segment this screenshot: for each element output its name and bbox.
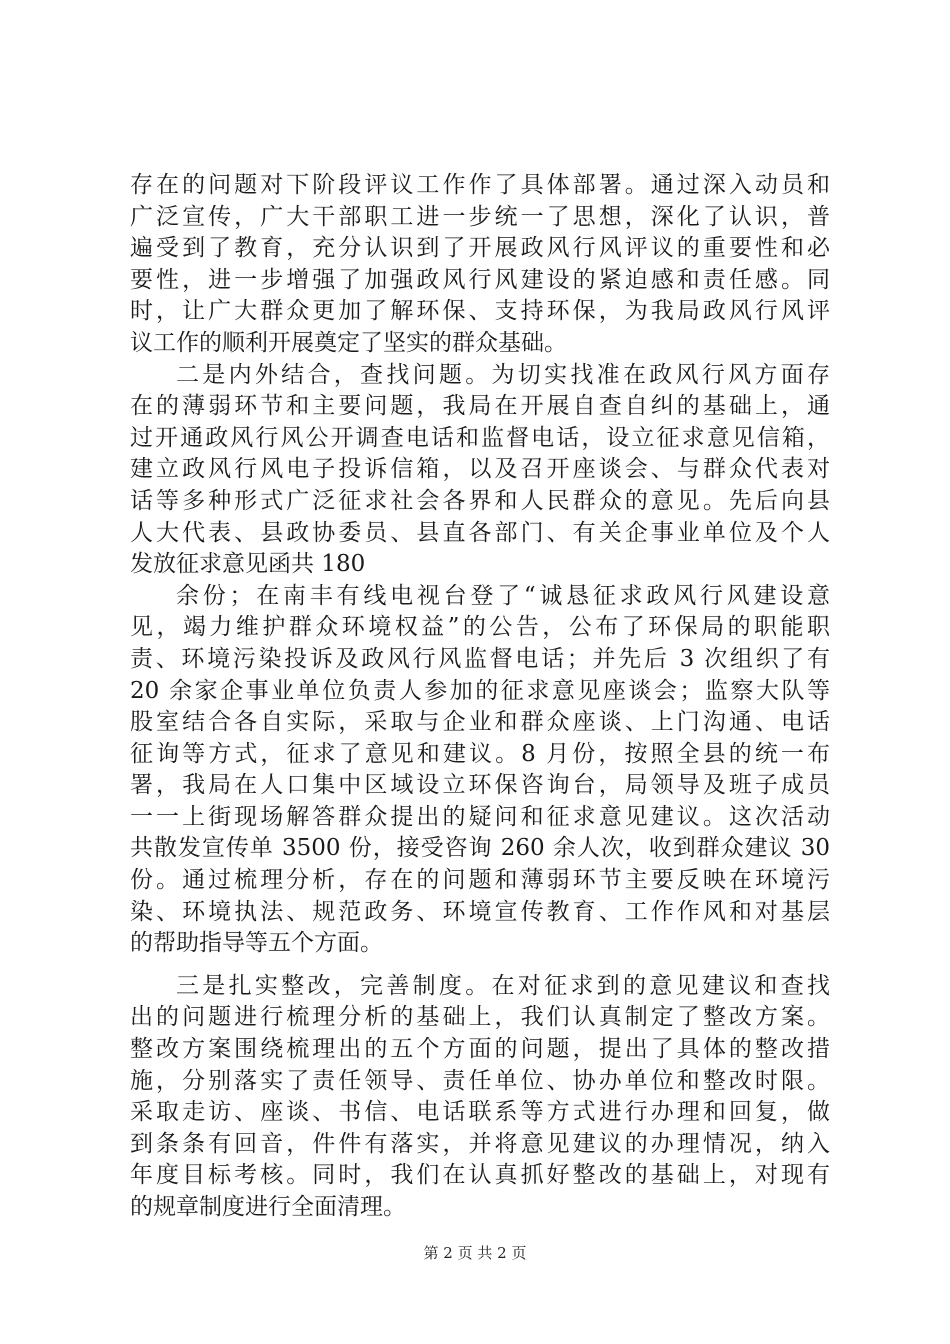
paragraph <box>130 170 830 360</box>
paragraph <box>130 971 830 1224</box>
paragraph-line: 发放征求意见函共 180 <box>130 551 366 578</box>
page-footer: 第 2 页 共 2 页 <box>423 1244 527 1262</box>
paragraph-line: 建立政风行风电子投诉信箱，以及召开座谈会、与群众代表对 <box>130 456 830 483</box>
paragraph-line: 一一上街现场解答群众提出的疑问和征求意见建议。这次活动 <box>130 803 830 830</box>
paragraph-line: 过开通政风行风公开调查电话和监督电话，设立征求意见信箱， <box>130 424 830 451</box>
paragraph-line: 的帮助指导等五个方面。 <box>130 930 383 957</box>
paragraph-line: 20 余家企事业单位负责人参加的征求意见座谈会；监察大队等 <box>130 677 830 704</box>
paragraph-line: 整改方案围绕梳理出的五个方面的问题，提出了具体的整改措 <box>130 1036 830 1063</box>
paragraph-line: 三是扎实整改，完善制度。在对征求到的意见建议和查找 <box>176 972 830 999</box>
paragraph-line: 署，我局在人口集中区域设立环保咨询台，局领导及班子成员 <box>130 772 830 799</box>
paragraph-line: 遍受到了教育，充分认识到了开展政风行风评议的重要性和必 <box>130 235 830 262</box>
paragraph-line: 话等多种形式广泛征求社会各界和人民群众的意见。先后向县 <box>130 487 830 514</box>
paragraph-line: 二是内外结合，查找问题。为切实找准在政风行风方面存 <box>176 361 830 388</box>
paragraph <box>130 581 830 960</box>
paragraph-gap <box>130 960 830 971</box>
paragraph-line: 年度目标考核。同时，我们在认真抓好整改的基础上，对现有 <box>130 1162 830 1189</box>
paragraph-line: 人大代表、县政协委员、县直各部门、有关企事业单位及个人 <box>130 519 830 546</box>
paragraph-line: 份。通过梳理分析，存在的问题和薄弱环节主要反映在环境污 <box>130 867 830 894</box>
paragraph-line: 采取走访、座谈、书信、电话联系等方式进行办理和回复，做 <box>130 1099 830 1126</box>
paragraph-line: 出的问题进行梳理分析的基础上，我们认真制定了整改方案。 <box>130 1004 830 1031</box>
document-body <box>130 170 830 1224</box>
paragraph-line: 存在的问题对下阶段评议工作作了具体部署。通过深入动员和 <box>130 172 830 198</box>
paragraph <box>130 360 830 581</box>
paragraph-line: 余份；在南丰有线电视台登了“诚恳征求政风行风建设意 <box>176 582 830 609</box>
paragraph-line: 在的薄弱环节和主要问题，我局在开展自查自纠的基础上，通 <box>130 393 830 420</box>
paragraph-line: 时，让广大群众更加了解环保、支持环保，为我局政风行风评 <box>130 298 830 325</box>
paragraph-line: 议工作的顺利开展奠定了坚实的群众基础。 <box>130 329 567 356</box>
paragraph-line: 的规章制度进行全面清理。 <box>130 1194 406 1220</box>
paragraph-line: 广泛宣传，广大干部职工进一步统一了思想，深化了认识，普 <box>130 203 830 230</box>
paragraph-line: 责、环境污染投诉及政风行风监督电话；并先后 3 次组织了有 <box>130 645 830 672</box>
paragraph-line: 要性，进一步增强了加强政风行风建设的紧迫感和责任感。同 <box>130 266 830 293</box>
paragraph-line: 见，竭力维护群众环境权益”的公告，公布了环保局的职能职 <box>130 614 830 641</box>
paragraph-line: 到条条有回音，件件有落实，并将意见建议的办理情况，纳入 <box>130 1130 830 1157</box>
paragraph-line: 共散发宣传单 3500 份，接受咨询 260 余人次，收到群众建议 30 <box>130 835 830 862</box>
paragraph-line: 施，分别落实了责任领导、责任单位、协办单位和整改时限。 <box>130 1067 830 1094</box>
paragraph-line: 征询等方式，征求了意见和建议。8 月份，按照全县的统一布 <box>130 740 830 767</box>
paragraph-line: 股室结合各自实际，采取与企业和群众座谈、上门沟通、电话 <box>130 709 830 736</box>
paragraph-line: 染、环境执法、规范政务、环境宣传教育、工作作风和对基层 <box>130 898 830 925</box>
